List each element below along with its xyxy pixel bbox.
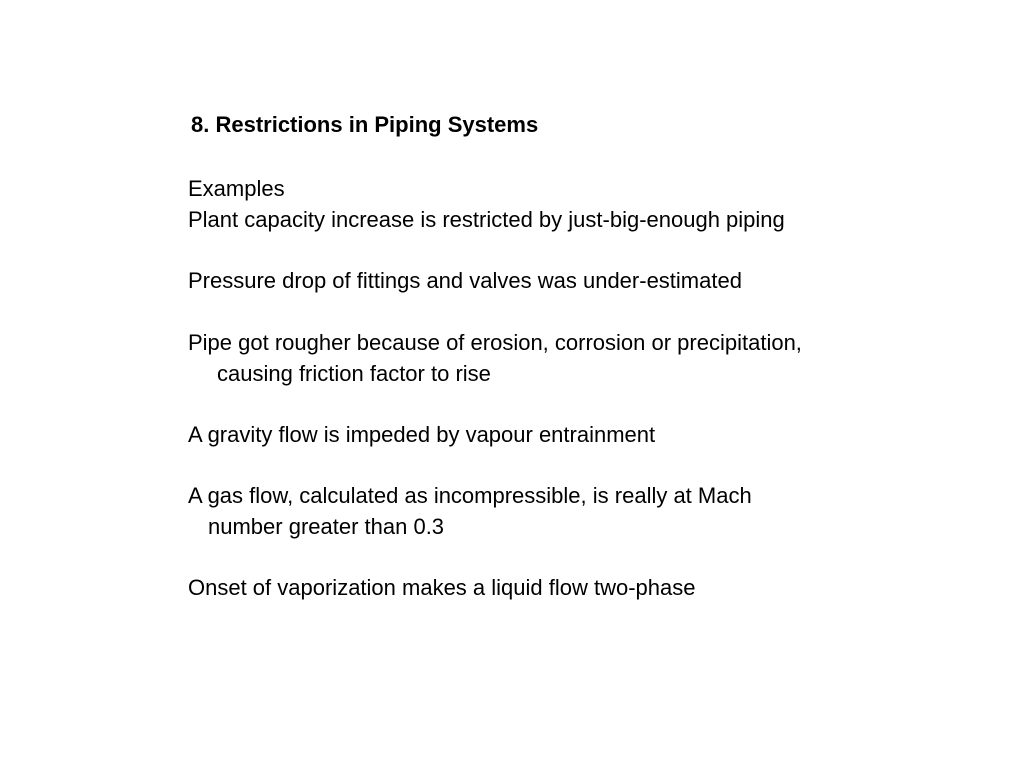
example-item-continuation: number greater than 0.3 [208, 514, 445, 539]
example-item [188, 204, 785, 235]
example-item-line: A gas flow, calculated as incompressible, is really at Mach [188, 483, 752, 508]
example-item-line: Plant capacity increase is restricted by just-big-enough piping [188, 207, 785, 232]
example-item-line: Onset of vaporization makes a liquid flow two-phase [188, 575, 696, 600]
example-item [188, 572, 695, 603]
example-item [188, 327, 802, 389]
example-item-line: A gravity flow is impeded by vapour entrainment [188, 422, 656, 447]
slide-title: 8. Restrictions in Piping Systems [191, 112, 539, 137]
example-item-line: Pressure drop of fittings and valves was under-estimated [188, 268, 742, 293]
example-item-continuation: causing friction factor to rise [217, 361, 491, 386]
example-item-line: Pipe got rougher because of erosion, corrosion or precipitation, [188, 330, 802, 355]
example-item [188, 265, 742, 296]
example-item [188, 419, 655, 450]
examples-heading: Examples [188, 176, 285, 201]
example-item [188, 480, 752, 542]
